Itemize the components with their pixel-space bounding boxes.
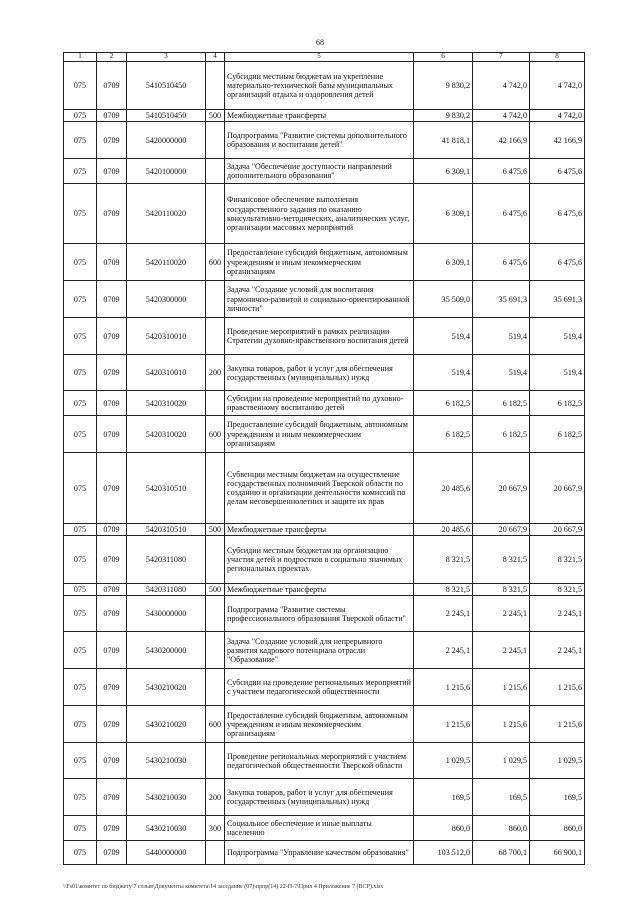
section-code-cell: 0709 — [97, 536, 127, 584]
header-cell: 3 — [127, 53, 206, 62]
amount-year2-cell: 8 321,5 — [473, 536, 530, 584]
section-code-cell: 0709 — [97, 122, 127, 159]
description-cell: Социальное обеспечение и иные выплаты населению — [225, 816, 414, 841]
admin-code-cell: 075 — [64, 416, 97, 453]
target-article-cell: 5430210030 — [127, 743, 206, 779]
description-cell: Закупка товаров, работ и услуг для обеспечения государственных (муниципальных) нужд — [225, 779, 414, 816]
table-row — [64, 779, 585, 816]
amount-year2-cell: 1 215,6 — [473, 669, 530, 706]
description-cell: Межбюджетные трансферты — [225, 524, 414, 536]
admin-code-cell: 075 — [64, 244, 97, 281]
amount-year3-cell: 6 475,6 — [530, 244, 585, 281]
admin-code-cell: 075 — [64, 779, 97, 816]
target-article-cell: 5420311080 — [127, 584, 206, 596]
section-code-cell: 0709 — [97, 524, 127, 536]
amount-year3-cell: 6 475,6 — [530, 159, 585, 184]
amount-year1-cell: 2 245,1 — [414, 632, 473, 669]
admin-code-cell: 075 — [64, 596, 97, 632]
admin-code-cell: 075 — [64, 841, 97, 865]
target-article-cell: 5420300000 — [127, 281, 206, 318]
expense-type-cell — [206, 743, 225, 779]
description-cell: Закупка товаров, работ и услуг для обеспечения государственных (муниципальных) нужд — [225, 355, 414, 391]
amount-year1-cell: 20 485,6 — [414, 524, 473, 536]
amount-year1-cell: 8 321,5 — [414, 536, 473, 584]
table-row — [64, 62, 585, 110]
description-cell: Субсидии на проведение региональных мероприятий с участием педагогической общественности — [225, 669, 414, 706]
amount-year2-cell: 20 667,9 — [473, 453, 530, 524]
header-cell: 7 — [473, 53, 530, 62]
amount-year2-cell: 6 475,6 — [473, 159, 530, 184]
amount-year3-cell: 169,5 — [530, 779, 585, 816]
amount-year3-cell: 6 182,5 — [530, 391, 585, 416]
target-article-cell: 5410510450 — [127, 110, 206, 122]
description-cell: Задача "Создание условий для непрерывного развития кадрового потенциала отрасли "Образование" — [225, 632, 414, 669]
description-cell: Предоставление субсидий бюджетным, автономным учреждениям и иным некоммерческим организациям — [225, 244, 414, 281]
admin-code-cell: 075 — [64, 159, 97, 184]
admin-code-cell: 075 — [64, 453, 97, 524]
section-code-cell: 0709 — [97, 416, 127, 453]
table-row — [64, 355, 585, 391]
target-article-cell: 5420110020 — [127, 244, 206, 281]
expense-type-cell: 500 — [206, 110, 225, 122]
admin-code-cell: 075 — [64, 62, 97, 110]
section-code-cell: 0709 — [97, 184, 127, 244]
amount-year1-cell: 2 245,1 — [414, 596, 473, 632]
amount-year2-cell: 860,0 — [473, 816, 530, 841]
amount-year1-cell: 6 182,5 — [414, 416, 473, 453]
amount-year2-cell: 68 700,1 — [473, 841, 530, 865]
section-code-cell: 0709 — [97, 816, 127, 841]
amount-year3-cell: 42 166,9 — [530, 122, 585, 159]
admin-code-cell: 075 — [64, 110, 97, 122]
amount-year3-cell: 20 667,9 — [530, 524, 585, 536]
expense-type-cell: 600 — [206, 706, 225, 743]
header-cell: 1 — [64, 53, 97, 62]
table-body — [64, 62, 585, 865]
amount-year1-cell: 1 215,6 — [414, 706, 473, 743]
amount-year3-cell: 66 900,1 — [530, 841, 585, 865]
admin-code-cell: 075 — [64, 632, 97, 669]
amount-year2-cell: 6 475,6 — [473, 184, 530, 244]
target-article-cell: 5420310510 — [127, 453, 206, 524]
table-row — [64, 706, 585, 743]
expense-type-cell — [206, 453, 225, 524]
target-article-cell: 5440000000 — [127, 841, 206, 865]
admin-code-cell: 075 — [64, 281, 97, 318]
amount-year1-cell: 6 309,1 — [414, 184, 473, 244]
amount-year2-cell: 20 667,9 — [473, 524, 530, 536]
amount-year3-cell: 1 215,6 — [530, 669, 585, 706]
description-cell: Субвенции местным бюджетам на осуществление государственных полномочий Тверской области по созданию и организации деятельности комиссий по делам несовершеннолетних и защите их прав — [225, 453, 414, 524]
target-article-cell: 5420110020 — [127, 184, 206, 244]
section-code-cell: 0709 — [97, 596, 127, 632]
expense-type-cell — [206, 669, 225, 706]
section-code-cell: 0709 — [97, 632, 127, 669]
amount-year2-cell: 4 742,0 — [473, 62, 530, 110]
table-row — [64, 816, 585, 841]
section-code-cell: 0709 — [97, 391, 127, 416]
admin-code-cell: 075 — [64, 391, 97, 416]
amount-year1-cell: 35 509,0 — [414, 281, 473, 318]
amount-year1-cell: 20 485,6 — [414, 453, 473, 524]
table-row — [64, 536, 585, 584]
description-cell: Межбюджетные трансферты — [225, 110, 414, 122]
section-code-cell: 0709 — [97, 779, 127, 816]
amount-year1-cell: 6 309,1 — [414, 159, 473, 184]
expense-type-cell: 200 — [206, 355, 225, 391]
header-cell: 8 — [530, 53, 585, 62]
amount-year3-cell: 6 475,6 — [530, 184, 585, 244]
target-article-cell: 5430210030 — [127, 779, 206, 816]
target-article-cell: 5410510450 — [127, 62, 206, 110]
table-row — [64, 184, 585, 244]
description-cell: Проведение мероприятий в рамках реализации Стратегии духовно-нравственного воспитания детей — [225, 318, 414, 355]
header-cell: 4 — [206, 53, 225, 62]
target-article-cell: 5420311080 — [127, 536, 206, 584]
target-article-cell: 5430210020 — [127, 706, 206, 743]
admin-code-cell: 075 — [64, 524, 97, 536]
expense-type-cell — [206, 596, 225, 632]
target-article-cell: 5430210020 — [127, 669, 206, 706]
amount-year1-cell: 519,4 — [414, 355, 473, 391]
target-article-cell: 5430210030 — [127, 816, 206, 841]
amount-year2-cell: 519,4 — [473, 318, 530, 355]
target-article-cell: 5430000000 — [127, 596, 206, 632]
header-cell: 5 — [225, 53, 414, 62]
expense-type-cell: 600 — [206, 416, 225, 453]
amount-year2-cell: 1 215,6 — [473, 706, 530, 743]
admin-code-cell: 075 — [64, 536, 97, 584]
amount-year1-cell: 41 818,1 — [414, 122, 473, 159]
expense-type-cell — [206, 391, 225, 416]
target-article-cell: 5420100000 — [127, 159, 206, 184]
amount-year2-cell: 35 691,3 — [473, 281, 530, 318]
description-cell: Субсидии местным бюджетам на организацию участия детей и подростков в социально значимых региональных проектах — [225, 536, 414, 584]
expense-type-cell: 500 — [206, 524, 225, 536]
amount-year2-cell: 6 475,6 — [473, 244, 530, 281]
table-row — [64, 122, 585, 159]
admin-code-cell: 075 — [64, 122, 97, 159]
amount-year3-cell: 2 245,1 — [530, 632, 585, 669]
table-row — [64, 110, 585, 122]
table-row — [64, 584, 585, 596]
description-cell: Финансовое обеспечение выполнения государственного задания по оказанию консультативно-методических, аналитических услуг, организации массовых мероприятий — [225, 184, 414, 244]
amount-year3-cell: 8 321,5 — [530, 536, 585, 584]
description-cell: Подпрограмма "Развитие системы профессионального образования Тверской области" — [225, 596, 414, 632]
description-cell: Задача "Создание условий для воспитания гармонично-развитой и социально-ориентированной личности" — [225, 281, 414, 318]
description-cell: Субсидии на проведение мероприятий по духовно-нравственному воспитанию детей — [225, 391, 414, 416]
table-row — [64, 524, 585, 536]
amount-year2-cell: 8 321,5 — [473, 584, 530, 596]
amount-year3-cell: 20 667,9 — [530, 453, 585, 524]
header-cell: 6 — [414, 53, 473, 62]
table-row — [64, 244, 585, 281]
expense-type-cell: 500 — [206, 584, 225, 596]
expense-type-cell: 200 — [206, 779, 225, 816]
amount-year1-cell: 9 830,2 — [414, 110, 473, 122]
target-article-cell: 5420310010 — [127, 355, 206, 391]
admin-code-cell: 075 — [64, 355, 97, 391]
section-code-cell: 0709 — [97, 669, 127, 706]
expense-type-cell: 600 — [206, 244, 225, 281]
amount-year1-cell: 6 309,1 — [414, 244, 473, 281]
expense-type-cell: 300 — [206, 816, 225, 841]
admin-code-cell: 075 — [64, 184, 97, 244]
table-row — [64, 391, 585, 416]
description-cell: Подпрограмма "Развитие системы дополнительного образования и воспитания детей" — [225, 122, 414, 159]
expense-type-cell — [206, 281, 225, 318]
expense-type-cell — [206, 318, 225, 355]
target-article-cell: 5420310020 — [127, 391, 206, 416]
target-article-cell: 5430200000 — [127, 632, 206, 669]
header-cell: 2 — [97, 53, 127, 62]
budget-table — [63, 52, 585, 865]
expense-type-cell — [206, 632, 225, 669]
amount-year3-cell: 860,0 — [530, 816, 585, 841]
description-cell: Подпрограмма "Управление качеством образования" — [225, 841, 414, 865]
amount-year3-cell: 1 215,6 — [530, 706, 585, 743]
admin-code-cell: 075 — [64, 318, 97, 355]
page-number: 68 — [316, 38, 324, 47]
section-code-cell: 0709 — [97, 355, 127, 391]
amount-year3-cell: 2 245,1 — [530, 596, 585, 632]
expense-type-cell — [206, 159, 225, 184]
table-row — [64, 632, 585, 669]
amount-year3-cell: 519,4 — [530, 355, 585, 391]
section-code-cell: 0709 — [97, 62, 127, 110]
description-cell: Субсидии местным бюджетам на укрепление материально-технической базы муниципальных организаций отдыха и оздоровления детей — [225, 62, 414, 110]
admin-code-cell: 075 — [64, 816, 97, 841]
amount-year3-cell: 519,4 — [530, 318, 585, 355]
target-article-cell: 5420310020 — [127, 416, 206, 453]
amount-year1-cell: 860,0 — [414, 816, 473, 841]
table-row — [64, 743, 585, 779]
amount-year2-cell: 42 166,9 — [473, 122, 530, 159]
table-header-row — [64, 53, 585, 62]
table-row — [64, 159, 585, 184]
amount-year2-cell: 6 182,5 — [473, 416, 530, 453]
amount-year1-cell: 6 182,5 — [414, 391, 473, 416]
section-code-cell: 0709 — [97, 584, 127, 596]
section-code-cell: 0709 — [97, 281, 127, 318]
target-article-cell: 5420310010 — [127, 318, 206, 355]
amount-year1-cell: 1 029,5 — [414, 743, 473, 779]
amount-year1-cell: 8 321,5 — [414, 584, 473, 596]
amount-year3-cell: 35 691,3 — [530, 281, 585, 318]
admin-code-cell: 075 — [64, 584, 97, 596]
amount-year1-cell: 9 830,2 — [414, 62, 473, 110]
table-row — [64, 416, 585, 453]
section-code-cell: 0709 — [97, 706, 127, 743]
table-row — [64, 669, 585, 706]
description-cell: Предоставление субсидий бюджетным, автономным учреждениям и иным некоммерческим организациям — [225, 706, 414, 743]
amount-year2-cell: 1 029,5 — [473, 743, 530, 779]
amount-year3-cell: 8 321,5 — [530, 584, 585, 596]
section-code-cell: 0709 — [97, 453, 127, 524]
description-cell: Проведение региональных мероприятий с участием педагогической общественности Тверской области — [225, 743, 414, 779]
amount-year1-cell: 103 512,0 — [414, 841, 473, 865]
amount-year2-cell: 6 182,5 — [473, 391, 530, 416]
amount-year3-cell: 4 742,0 — [530, 62, 585, 110]
expense-type-cell — [206, 122, 225, 159]
amount-year2-cell: 4 742,0 — [473, 110, 530, 122]
amount-year3-cell: 4 742,0 — [530, 110, 585, 122]
section-code-cell: 0709 — [97, 743, 127, 779]
description-cell: Предоставление субсидий бюджетным, автономным учреждениям и иным некоммерческим организациям — [225, 416, 414, 453]
table-row — [64, 318, 585, 355]
admin-code-cell: 075 — [64, 706, 97, 743]
table-row — [64, 281, 585, 318]
amount-year1-cell: 1 215,6 — [414, 669, 473, 706]
section-code-cell: 0709 — [97, 110, 127, 122]
amount-year1-cell: 169,5 — [414, 779, 473, 816]
target-article-cell: 5420000000 — [127, 122, 206, 159]
expense-type-cell — [206, 184, 225, 244]
target-article-cell: 5420310510 — [127, 524, 206, 536]
amount-year3-cell: 1 029,5 — [530, 743, 585, 779]
section-code-cell: 0709 — [97, 159, 127, 184]
amount-year1-cell: 519,4 — [414, 318, 473, 355]
admin-code-cell: 075 — [64, 669, 97, 706]
table-row — [64, 453, 585, 524]
section-code-cell: 0709 — [97, 244, 127, 281]
amount-year2-cell: 169,5 — [473, 779, 530, 816]
table-row — [64, 596, 585, 632]
admin-code-cell: 075 — [64, 743, 97, 779]
section-code-cell: 0709 — [97, 318, 127, 355]
expense-type-cell — [206, 841, 225, 865]
description-cell: Межбюджетные трансферты — [225, 584, 414, 596]
file-path-footer: \\Fs01\комитет по бюджету\7 созыв\Документы комитета\14 заседание (07)\прпр(14) 22-П-7\Прил 4 Приложение 7 (ВСР).xlsx — [63, 884, 384, 890]
amount-year2-cell: 519,4 — [473, 355, 530, 391]
section-code-cell: 0709 — [97, 841, 127, 865]
description-cell: Задача "Обеспечение доступности направлений дополнительного образования" — [225, 159, 414, 184]
amount-year2-cell: 2 245,1 — [473, 596, 530, 632]
table-row — [64, 841, 585, 865]
amount-year3-cell: 6 182,5 — [530, 416, 585, 453]
expense-type-cell — [206, 62, 225, 110]
expense-type-cell — [206, 536, 225, 584]
amount-year2-cell: 2 245,1 — [473, 632, 530, 669]
